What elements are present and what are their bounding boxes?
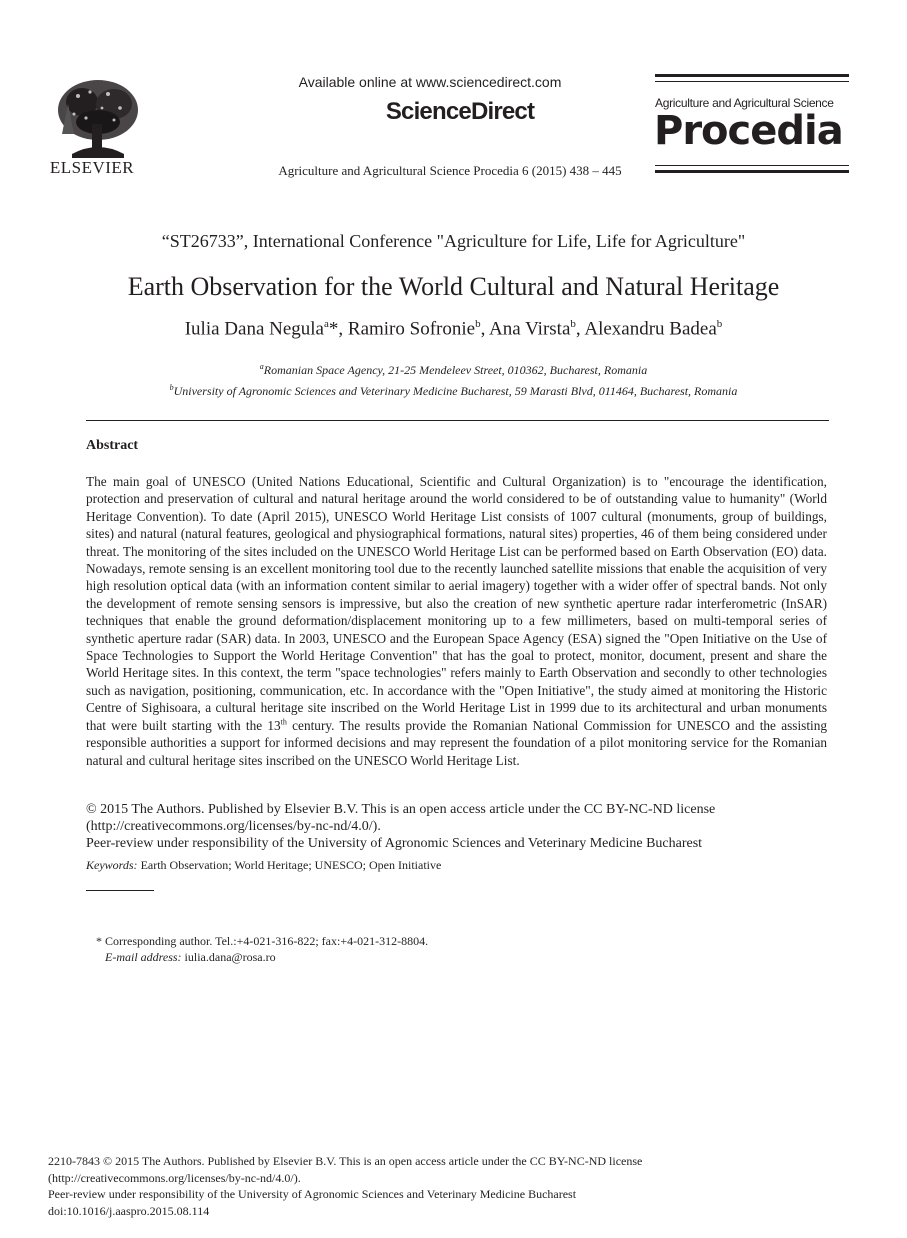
corresponding-author: * Corresponding author. Tel.:+4-021-316-822; fax:+4-021-312-8804. [96,934,429,948]
author-separator: , [480,318,490,340]
superscript: th [280,717,287,727]
affiliations [0,358,907,400]
procedia-logo [655,74,849,172]
elsevier-wordmark: ELSEVIER [49,158,135,177]
abstract-body [86,473,827,769]
license-link[interactable]: (http://creativecommons.org/licenses/by-nc-nd/4.0/). [86,819,381,834]
issn-copyright: 2210-7843 © 2015 The Authors. Published by Elsevier B.V. This is an open access article under the CC BY-NC-ND license [48,1154,643,1168]
abstract-text-end: century. The results provide the Romanian National Commission for UNESCO and the assisting responsible authorities a support for informed decisions and may represent the foundation of a pilot monitoring service for the Romanian natural and cultural heritage sites inscribed on the UNESCO World Heritage List. [86,717,827,768]
author-affiliation-mark: b [570,318,576,330]
author-name: Ana Virsta [489,318,571,340]
abstract-heading: Abstract [86,438,139,453]
email-line [96,949,428,965]
section-divider [86,420,829,421]
affiliation-b [0,379,907,400]
journal-reference: Agriculture and Agricultural Science Procedia 6 (2015) 438 – 445 [278,163,622,178]
author-affiliation-mark: b [716,318,723,330]
procedia-rule-top [655,74,849,77]
sciencedirect-brand: ScienceDirect [385,98,535,125]
page-footer [48,1153,848,1219]
procedia-rule-top-thin [655,81,849,82]
procedia-rule-bottom-thin [655,165,849,166]
affiliation-text: University of Agronomic Sciences and Veterinary Medicine Bucharest, 59 Marasti Blvd, 011464, Bucharest, Romania [173,384,738,398]
abstract-paragraph [86,473,827,769]
affiliation-mark: a [259,362,264,371]
affiliation-mark: b [169,383,174,392]
procedia-title: Procedia [654,108,843,154]
keywords-text: Earth Observation; World Heritage; UNESCO; Open Initiative [137,858,442,872]
copyright-line: © 2015 The Authors. Published by Elsevier B.V. This is an open access article under the CC BY-NC-ND license [86,802,716,817]
procedia-subtitle: Agriculture and Agricultural Science [655,96,834,110]
procedia-rule-bottom [655,170,849,173]
email-label: E-mail address: [105,950,182,964]
author-affiliation-mark: a [324,318,329,330]
conference-name: “ST26733”, International Conference "Agriculture for Life, Life for Agriculture" [161,231,746,251]
footer-license-link[interactable]: (http://creativecommons.org/licenses/by-nc-nd/4.0/). [48,1170,301,1185]
affiliation-a [0,358,907,379]
doi[interactable]: doi:10.1016/j.aaspro.2015.08.114 [48,1203,210,1218]
keywords-label: Keywords: [86,858,138,872]
author-affiliation-mark: b [475,318,481,330]
author-list [0,318,907,340]
abstract-text: The main goal of UNESCO (United Nations Educational, Scientific and Cultural Organization) is to "encourage the identification, protection and preservation of cultural and natural heritage around the world considered to be of outstanding value to humanity" (World Heritage Convention). To date (April 2015), UNESCO World Heritage List consists of 1007 cultural (monuments, group of buildings, sites) and natural (natural features, geological and physiographical formations, natural sites) properties, 46 of them being considered under threat. The monitoring of the sites included on the UNESCO World Heritage List can be performed based on Earth Observation (EO) data. Nowadays, remote sensing is an excellent monitoring tool due to the recently launched satellite missions that enable the acquisition of very high resolution optical data (with an information content similar to aerial imagery) together with a wider offer of spectral bands. Not only the development of remote sensing sensors is impressive, but also the creation of new synthetic aperture radar interferometric (InSAR) techniques that enable the ground deformation/displacement monitoring up to a few millimeters, based on multi-temporal series of synthetic aperture radar (SAR) data. In 2003, UNESCO and the European Space Agency (ESA) signed the "Open Initiative on the Use of Space Technologies to Support the World Heritage Convention" that has the goal to protect, monitor, document, present and share the World Heritage sites. In this context, the term "space technologies" refers mainly to Earth Observation and secondly to other technologies such as navigation, positioning, communication, etc. In accordance with the "Open Initiative", the study aimed at monitoring the Historic Centre of Sighisoara, a cultural heritage site inscribed on the World Heritage List in 1999 due to its architectural and urban monuments that were built starting with the 13 [86,474,827,733]
paper-title: Earth Observation for the World Cultural and Natural Heritage [127,272,780,301]
peer-review-line: Peer-review under responsibility of the University of Agronomic Sciences and Veterinary Medicine Bucharest [86,836,703,851]
affiliation-text: Romanian Space Agency, 21-25 Mendeleev Street, 010362, Bucharest, Romania [263,363,648,377]
author-separator: *, [328,318,348,340]
footnote [96,933,428,965]
email-address[interactable]: iulia.dana@rosa.ro [181,950,276,964]
available-online-notice: Available online at www.sciencedirect.com [298,74,562,90]
keywords [86,858,827,873]
author-separator: , [575,318,585,340]
footnote-divider [86,890,154,891]
copyright-notice [86,801,827,852]
author-name: Iulia Dana Negula [184,318,324,340]
footer-peer-review: Peer-review under responsibility of the University of Agronomic Sciences and Veterinary Medicine Bucharest [48,1187,577,1201]
author-name: Alexandru Badea [584,318,717,340]
author-name: Ramiro Sofronie [347,318,476,340]
